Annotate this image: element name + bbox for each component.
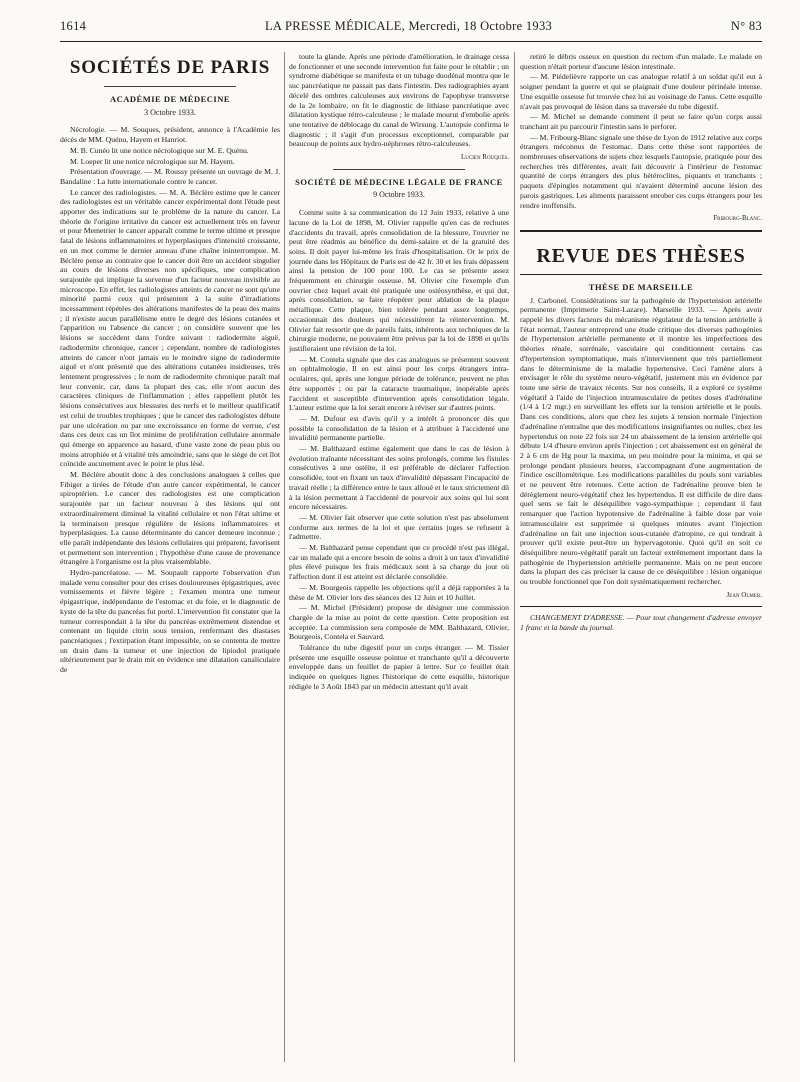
journal-title: LA PRESSE MÉDICALE, Mercredi, 18 Octobre 1933 — [264, 18, 553, 33]
continuation-paragraph: toute la glande. Après une période d'amélioration, le drainage cessa de fonctionner et une seconde intervention fut faite pour le rétablir ; un syndrome diabétique se manifesta et un tubage duodénal montra que le suc pancréatique ne passait pas dans l'intestin. Des radiographies ayant décelé des ombres calculeuses aux environs de l'apophyse transverse de la 2e lombaire, on fit le diagnostic de lithiase pancréatique avec dilatation kystique rétro-calculeuse ; le malade mourut d'embolie après une tentative de déblocage du canal de Wirsung. L'autopsie confirma le diagnostic ; il s'agit d'un processus exceptionnel, comparable par beaucoup de points aux hydro-néphroses rétro-calculeuses. — [289, 52, 509, 149]
column-divider — [514, 52, 515, 1062]
author-signature: Lucien Rouquès. — [461, 153, 509, 162]
dufour-paragraph: — M. Dufour est d'avis qu'il y a intérêt à prononcer dès que possible la consolidation de la lésion et à attribuer à l'accidenté une invalidité permanente partielle. — [289, 413, 509, 443]
section-rule — [520, 230, 762, 232]
section-rule — [333, 169, 465, 170]
section-rule — [520, 274, 762, 275]
society-heading: SOCIÉTÉ DE MÉDECINE LÉGALE DE FRANCE — [295, 176, 503, 187]
contela-paragraph: — M. Contela signale que des cas analogues se présentent souvent en ophtalmologie. Il en est ainsi pour les corps étrangers intra-oculaires, qui, après une longue période de tolérance, peuvent ne plus être supportés ; ou par la cataracte traumatique, inopérable après l'accident et susceptible d'intervention après consolidation légale. L'auteur estime que la loi serait encore à réviser sur d'autres points. — [289, 354, 509, 413]
academy-heading: ACADÉMIE DE MÉDECINE — [109, 94, 231, 104]
presentation-paragraph: Présentation d'ouvrage. — M. Roussy présente un ouvrage de M. J. Bandaline : La lutte internationale contre le cancer. — [60, 167, 280, 186]
section-title: SOCIÉTÉS DE PARIS — [69, 57, 271, 78]
section-rule — [520, 606, 762, 607]
hydro-paragraph: Hydro-pancréatose. — M. Soupault rapporte l'observation d'un malade venu consulter pour des crises douloureuses épigastriques, avec vomissements et fièvre légère ; l'examen montra une tumeur épigastrique, indépendante de l'estomac et du foie, et le diagnostic de kyste de la tête du pancréas fut porté. L'intervention fit constater que la tumeur correspondait à la tête du pancréas extrêmement distendue et contenant un liquide citrin sous tension, renfermant des diastases pancréatiques ; l'extirpation étant impossible, on se contenta de mettre un drain dans la tumeur et une injection de lipiodol pratiquée ultérieurement par le drain mit en évidence une dilatation canaliculaire de — [60, 568, 280, 675]
necrologie-paragraph: Nécrologie. — M. Souques, président, annonce à l'Académie les décès de MM. Quénu, Hayem et Hanriot. — [60, 125, 280, 145]
header-rule — [60, 41, 762, 42]
column-divider — [284, 52, 285, 1062]
tolerance-paragraph: Tolérance du tube digestif pour un corps étranger. — M. Tissier présente une esquille osseuse pointue et tranchante qu'il a découverte enveloppée dans un feuillet de papier à lettre. Sur ce feuillet était indiquée en quelques lignes l'historique de cette esquille, historique rédigée le 3 Août 1843 par un médecin attestant qu'il avait — [289, 643, 509, 691]
address-change-notice: CHANGEMENT D'ADRESSE. — Pour tout changement d'adresse envoyer 1 franc et la bande du journal. — [520, 613, 762, 633]
society-date: 9 Octobre 1933. — [373, 190, 425, 200]
loeper-paragraph: M. Loeper lit une notice nécrologique sur M. Hayem. — [70, 156, 235, 166]
balthazard-paragraph: — M. Balthazard estime également que dans le cas de lésion à évolution traînante nécessitant des soins prolongés, comme les fistules consécutives à une ostéite, il est préférable de déclarer l'affection consolidée, tout en fixant un taux d'invalidité dépassant l'incapacité de travail réelle ; la différence entre le taux alloué et le taux strictement dû à la lésion permettant à l'accidenté de pourvoir aux soins qui lui sont encore nécessaires. — [289, 444, 509, 512]
cancer-conclusion-paragraph: M. Béclère aboutit donc à des conclusions analogues à celles que Fibiger a tirées de l'étude d'un autre cancer expérimental, le cancer spiroptérien. Le cancer des radiologistes est une complication surajoutée par un facteur nouveau à des lésions qui ont extraordinairement diminué la vitalité cellulaire et non l'état ultime et la terminaison presque régulière de lésions inflammatoires et hyperplasiques. La cause déterminante du cancer demeure inconnue ; elle paraît indépendante des lésions cellulaires qui préparent, favorisent et permettent son intervention ; l'hypothèse d'une cause de provenance étrangère à l'organisme est la plus vraisemblable. — [60, 470, 280, 567]
fribourg-paragraph: — M. Fribourg-Blanc signale une thèse de Lyon de 1912 relative aux corps étrangers méconnus de l'estomac. Dans cette thèse sont rapportées de nombreuses observations de sujets chez lesquels l'autopsie, pratiquée pour des recherches très différentes, avait fait découvrir à l'intérieur de l'estomac quantité de corps étrangers des plus hétéroclites, piquants et tranchants ; paquets d'épingles notamment qui n'avaient déterminé aucune lésion des parois gastriques. Les aliments paraissent enrober ces corps étrangers pour les rendre inoffensifs. — [520, 132, 762, 210]
piedelievre-paragraph: — M. Piédelièvre rapporte un cas analogue relatif à un soldat qu'il eut à soigner pendant la guerre et qui se plaignait d'une douleur périnéale intense. Une esquille osseuse fut trouvée chez lui au voisinage de l'anus. Cette esquille n'avait pas provoqué de lésion dans sa traversée du tube digestif. — [520, 72, 762, 111]
michel-paragraph: — M. Michel (Président) propose de désigner une commission chargée de la mise au point de cette question. Cette proposition est acceptée. La commission sera composée de MM. Balthazard, Olivier, Bourgeois, Contela et Sauvard. — [289, 603, 509, 642]
cuneo-paragraph: M. B. Cunéo lit une notice nécrologique sur M. E. Quénu. — [70, 145, 249, 155]
michel-question-paragraph: — M. Michel se demande comment il peut se faire qu'un corps aussi tranchant ait pu parcourir l'intestin sans le perforer. — [520, 112, 762, 131]
author-signature: Jean Olmer. — [726, 590, 762, 599]
cancer-paragraph: Le cancer des radiologistes. — M. A. Béclère estime que le cancer des radiologistes est un véritable cancer expérimental dont l'étude peut apporter des indications sur le problème de la nature du cancer. La théorie de l'origine irritative du cancer est actuellement très en faveur et pour Memetrier le cancer apparaît comme le terme ultime et presque fatal de lésions inflammatoires et hyperplasiques d'intensité croissante, en un mot comme le dernier anneau d'une chaîne ininterrompue. M. Béclère pense au contraire que le cancer doit être un accident singulier au cours de lésions diverses non spécifiques, une complication surajoutée qui implique la survenue d'un facteur nouveau invisible au microscope. En effet, les radiologistes atteints de cancer ne sont qu'une minorité parmi ceux qui présentent à la suite d'irradiations incessamment répétées des altérations manifestes de la peau des mains ; il n'existe aucun parallélisme entre le degré des lésions cutanées et l'apparition ou l'absence du cancer ; on considère souvent que les lésions se succèdent dans l'ordre suivant : radiodermite aiguë, radiodermite chronique, cancer ; cependant, nombre de radiologistes atteints de cancer n'ont jamais eu le moindre signe de radiodermite aiguë et n'ont présenté que des altérations cutanées insidieuses, très lentement progressives ; le nom de radiodermite chronique paraît mal leur convenir, car, dans la plupart des cas, elle n'ont aucun des caractères cliniques de l'inflammation ; elles rappellent plutôt les lésions consécutives aux blessures des nerfs et le meilleur qualificatif est celui de troubles trophiques ; que le cancer des radiologistes débute par une ulcération ou par une excroissance en forme de verrue, c'est dans ces deux cas un îlot minime de prolifération cellulaire anormale qui émerge en apparence au hasard, d'une vaste zone de peau plus ou moins atrophiée et à vitalité très amoindrie, sans que le siège de cet îlot coïncide aucunement avec le point le plus lésé. — [60, 187, 280, 469]
column-middle — [289, 52, 509, 1062]
carbonel-paragraph: J. Carbonel. Considérations sur la pathogénie de l'hypertension artérielle permanente (Imprimerie Saint-Lazare). Marseille 1933. — Après avoir rappelé les divers facteurs du mécanisme régulateur de la tension artérielle à l'état normal, l'auteur entreprend une étude critique des diverses pathogénies de l'hypertension artérielle permanente et il montre les imperfections des théories rénale, surrénale, vasculaire qui conditionnent certains cas d'hypertension symptomatique, mais n'interviennent que très partiellement dans le déterminisme de la maladie hypertensive. Ceci l'amène alors à envisager le rôle du système neuro-végétatif, justement mis en évidence par toute une série de travaux récents. Sur nos conseils, il a exploré ce système végétatif à l'aide de l'injection intramusculaire de petites doses d'adrénaline (1/4 à 1/2 mgr.) en surveillant les effets sur la tension artérielle et le pouls. Dans ces conditions, alors que chez les sujets à tension normale l'injection d'adrénaline n'entraîne que des modifications insignifiantes ou nulles, chez les hypertendus on note 22 fois sur 24 un abaissement de la tension artérielle qui débute 1/4 d'heure environ après l'injection ; cet abaissement est en général de 2 à 6 cm de Hg pour la maxima, un peu moindre pour la minima, et qui se prolonge pendant plusieurs heures, s'accompagnant d'une augmentation de l'indice oscillométrique. Les modifications parallèles du pouls sont variables et ne peuvent être retenues. Cette action de l'adrénaline prouve bien le dérèglement neuro-végétatif chez les hypertendus. Il est difficile de dire dans quel sens se fait le déséquilibre vago-sympathique ; cependant il faut remarquer que l'action hypotensive de l'adrénaline à faible dose par voie intramusculaire est supprimée si quelques minutes avant l'injection d'adrénaline on fait une injection sous-cutanée d'atropine, ce qui tendrait à prouver qu'il existe peut-être un hypervagotonie. Quoi qu'il en soit ce déséquilibre neuro-végétatif paraît un facteur extrêmement important dans la pathogénie de l'hypertension artérielle permanente. Mais on ne peut encore dans la plupart des cas préciser la cause de ce déséquilibre : lésion organique ou trouble fonctionnel que l'on doit systématiquement rechercher. — [520, 295, 762, 587]
academy-date: 3 Octobre 1933. — [144, 107, 196, 117]
balthazard-reply-paragraph: — M. Balthazard pense cependant que ce procédé n'est pas illégal, car un malade qui a encore besoin de soins a droit à un taux d'invalidité plus élevé puisque les frais médicaux sont à sa charge du jour où l'affection dont il est atteint est déclarée consolidée. — [289, 543, 509, 582]
page-header — [60, 14, 762, 38]
page-number: 1614 — [60, 18, 87, 33]
these-heading: THÈSE DE MARSEILLE — [588, 281, 694, 292]
column-left — [60, 52, 280, 1062]
title-rule — [104, 86, 236, 87]
continuation-paragraph: retiré le débris osseux en question du rectum d'un malade. Le malade en question n'était porteur d'aucune lésion intestinale. — [520, 52, 762, 71]
olivier-paragraph: Comme suite à sa communication du 12 Juin 1933, relative à une lacune de la Loi de 1898, M. Olivier rappelle qu'en cas de rechutes d'accidents du travail, après consolidation de la blessure, l'ouvrier ne peut être réadmis au bénéfice du demi-salaire et de la gratuité des soins. Il doit payer lui-même les frais d'hospitalisation. Or le prix de journée dans les Hôpitaux de Paris est de 42 fr. 30 et les frais dépassent ainsi la pension de 100 pour 100. Le cas se présente assez fréquemment en chirurgie osseuse. M. Olivier cite l'exemple d'un ouvrier chez lequel avait été pratiquée une ostéosynthèse, et qui dut, après consolidation, se faire réopérer pour ablation de la plaque métallique. Cette plaque, bien tolérée pendant assez longtemps, occasionnait des douleurs qui nécessitèrent la réintervention. M. Olivier fait ressortir que de pareils faits, inhérents aux techniques de la chirurgie moderne, ne pouvaient être prévus par la loi de 1898 et qu'ils justifieraient une révision de la loi. — [289, 208, 509, 353]
bourgeois-paragraph: — M. Bourgeois rappelle les objections qu'il a déjà rapportées à la thèse de M. Olivier lors des séances des 12 Juin et 10 Juillet. — [289, 582, 509, 602]
olivier-reply-paragraph: — M. Olivier fait observer que cette solution n'est pas absolument conforme aux termes de la loi et que certains juges se refusent à l'admettre. — [289, 512, 509, 542]
column-right — [520, 52, 762, 1062]
author-signature: Fribourg-Blanc. — [713, 214, 762, 223]
issue-number: N° 83 — [730, 18, 762, 33]
revue-title: REVUE DES THÈSES — [536, 244, 746, 267]
